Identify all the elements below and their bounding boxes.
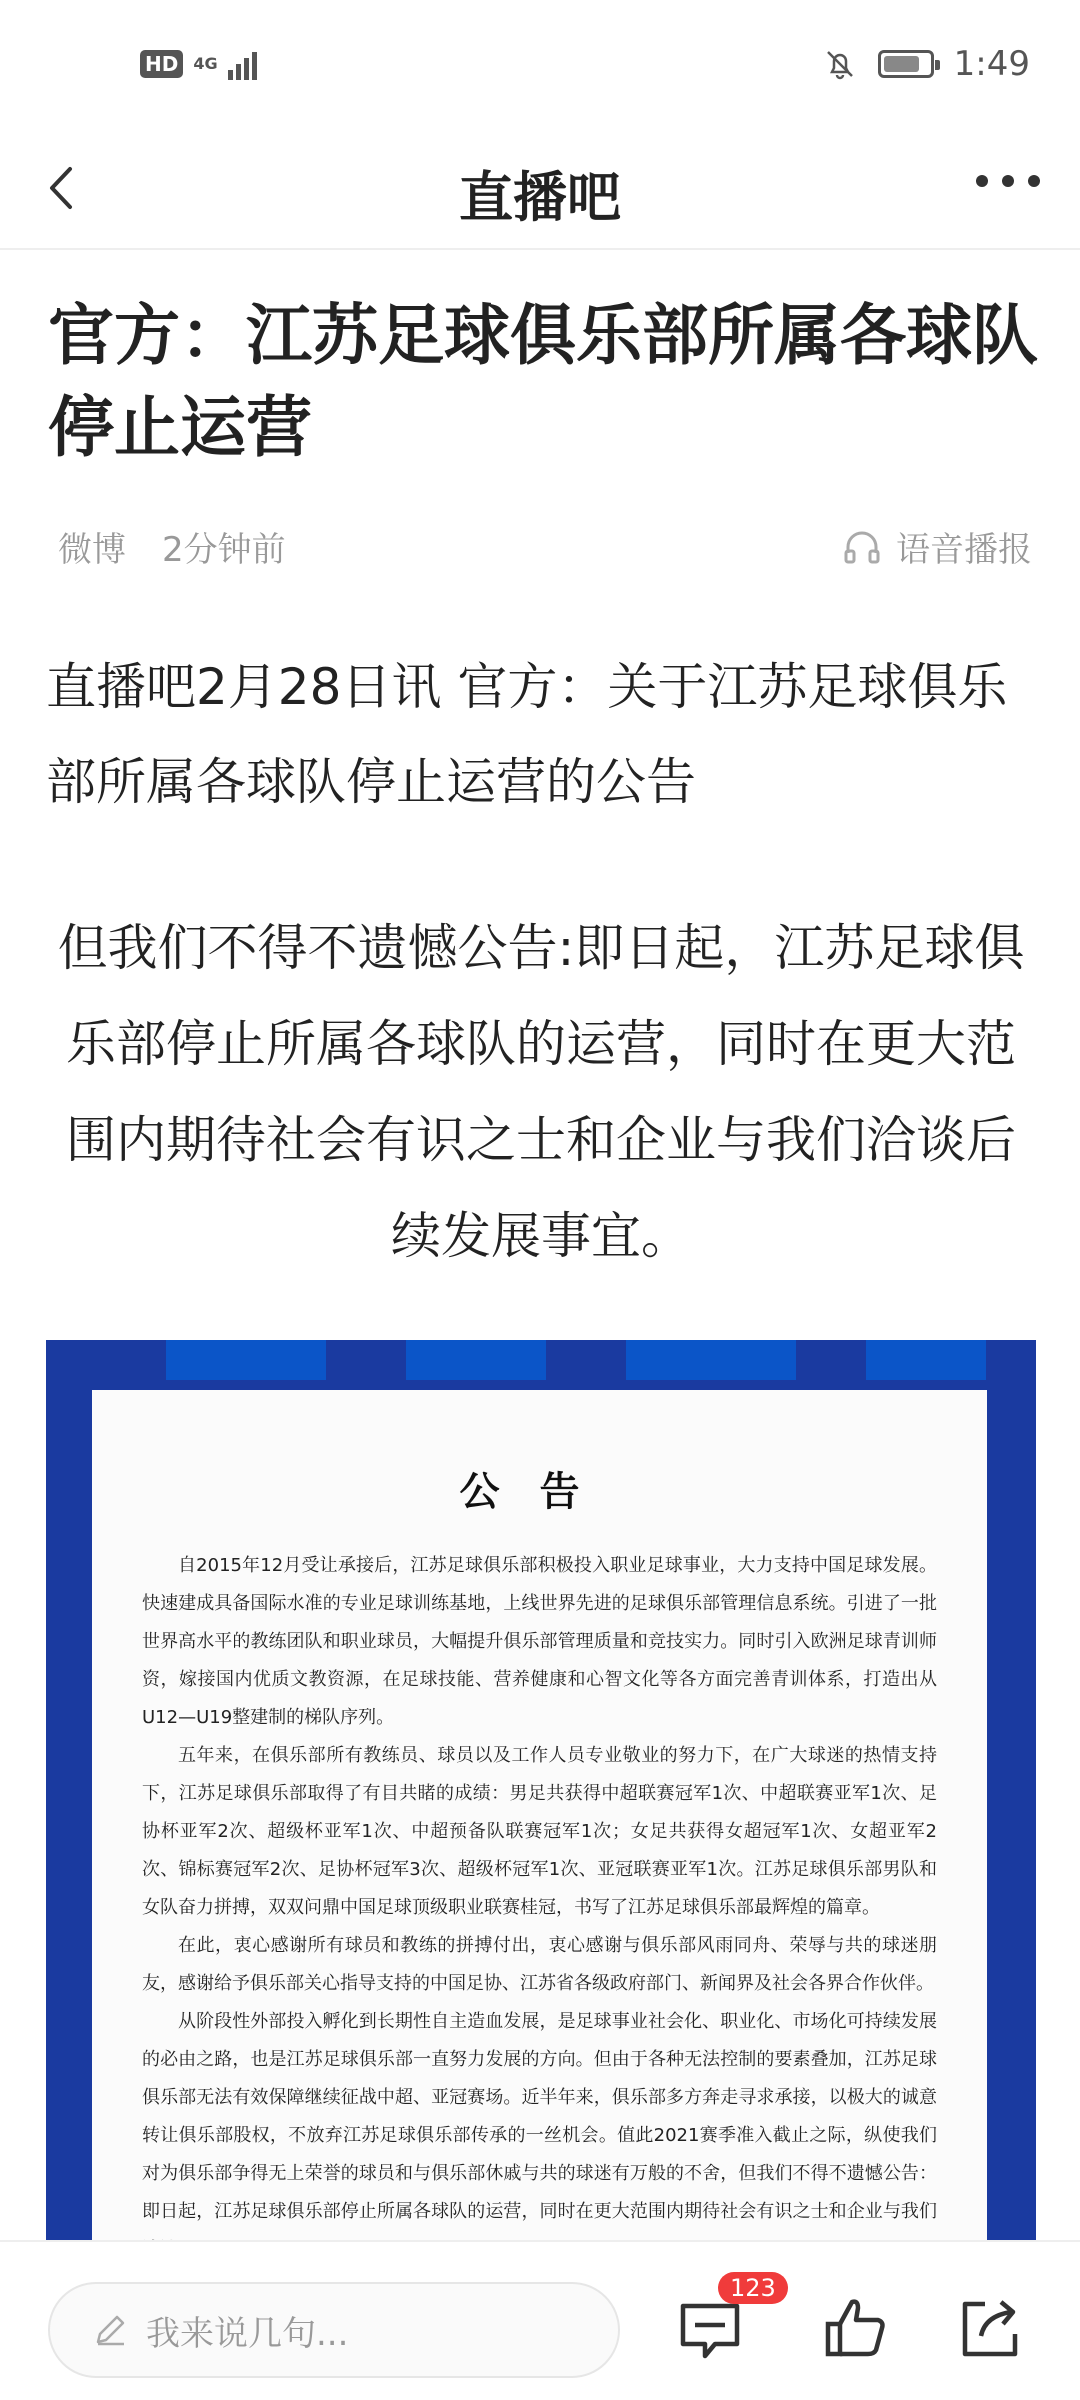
clock: 1:49 [953, 44, 1030, 84]
audio-label: 语音播报 [896, 530, 1032, 570]
hd-badge: HD [140, 50, 183, 78]
notice-stripe [866, 1340, 986, 1380]
article-headline: 官方：江苏足球俱乐部所属各球队停止运营 [48, 297, 1038, 466]
network-type: 4G [193, 54, 218, 73]
notice-title: 公告 [459, 1469, 620, 1515]
nav-title: 直播吧 [459, 166, 621, 229]
mute-bell-icon [822, 46, 858, 82]
comment-placeholder: 我来说几句... [146, 2313, 349, 2354]
article-time: 2分钟前 [162, 530, 286, 570]
notice-paper [92, 1390, 987, 2290]
notice-paragraph-3: 在此，衷心感谢所有球员和教练的拼搏付出，衷心感谢与俱乐部风雨同舟、荣辱与共的球迷朋友，感谢给予俱乐部关心指导支持的中国足协、江苏省各级政府部门、新闻界及社会各界合作伙伴。 [142, 1935, 937, 1994]
notice-stripe [406, 1340, 546, 1380]
network-label [193, 56, 217, 72]
notice-paragraph-2: 五年来，在俱乐部所有教练员、球员以及工作人员专业敬业的努力下，在广大球迷的热情支持下，江苏足球俱乐部取得了有目共睹的成绩：男足共获得中超联赛冠军1次、中超联赛亚军1次、足协杯亚军2次、超级杯亚军1次、中超预备队联赛冠军1次；女足共获得女超冠军1次、女超亚军2次、锦标赛冠军2次、足协杯冠军3次、超级杯冠军1次、亚冠联赛亚军1次。江苏足球俱乐部男队和女队奋力拼搏，双双问鼎中国足球顶级职业联赛桂冠，书写了江苏足球俱乐部最辉煌的篇章。 [142, 1745, 937, 1918]
article-meta [58, 522, 286, 571]
notice-stripe [626, 1340, 796, 1380]
article-paragraph-1: 直播吧2月28日讯 官方：关于江苏足球俱乐部所属各球队停止运营的公告 [46, 658, 1008, 811]
notice-paragraph-1: 自2015年12月受让承接后，江苏足球俱乐部积极投入职业足球事业，大力支持中国足球发展。快速建成具备国际水准的专业足球训练基地，上线世界先进的足球俱乐部管理信息系统。引进了一批世界高水平的教练团队和职业球员，大幅提升俱乐部管理质量和竞技实力。同时引入欧洲足球青训师资，嫁接国内优质文教资源，在足球技能、营养健康和心智文化等各方面完善青训体系，打造出从U12—U19整建制的梯队序列。 [142, 1555, 937, 1728]
battery-icon [878, 50, 934, 78]
nav-bar [0, 125, 1080, 250]
comment-count-badge: 123 [718, 2272, 788, 2304]
notice-image[interactable] [46, 1340, 1036, 2240]
bottom-action-bar [0, 2240, 1080, 2400]
comment-icon[interactable] [675, 2294, 745, 2364]
comment-input[interactable] [48, 2282, 620, 2378]
article-source[interactable]: 微博 [58, 530, 126, 570]
status-left [140, 48, 257, 80]
headphones-icon [842, 527, 882, 567]
more-options-icon[interactable] [976, 175, 1040, 187]
thumbs-up-icon[interactable] [820, 2294, 890, 2364]
pencil-icon [90, 2310, 130, 2350]
notice-stripe [166, 1340, 326, 1380]
notice-paragraph-4: 从阶段性外部投入孵化到长期性自主造血发展，是足球事业社会化、职业化、市场化可持续发展的必由之路，也是江苏足球俱乐部一直努力发展的方向。但由于各种无法控制的要素叠加，江苏足球俱乐部无法有效保障继续征战中超、亚冠赛场。近半年来，俱乐部多方奔走寻求承接，以极大的诚意转让俱乐部股权，不放弃江苏足球俱乐部传承的一丝机会。值此2021赛季准入截止之际，纵使我们对为俱乐部争得无上荣誉的球员和与俱乐部休戚与共的球迷有万般的不舍，但我们不得不遗憾公告：即日起，江苏足球俱乐部停止所属各球队的运营，同时在更大范围内期待社会有识之士和企业与我们 [142, 2011, 937, 2222]
article-paragraph-2: 但我们不得不遗憾公告:即日起，江苏足球俱乐部停止所属各球队的运营，同时在更大范围内期待社会有识之士和企业与我们洽谈后续发展事宜。 [57, 919, 1025, 1265]
status-right [822, 44, 1030, 84]
share-icon[interactable] [955, 2294, 1025, 2364]
audio-broadcast-button[interactable] [842, 522, 1032, 571]
signal-icon [228, 48, 257, 80]
status-bar [0, 0, 1080, 125]
